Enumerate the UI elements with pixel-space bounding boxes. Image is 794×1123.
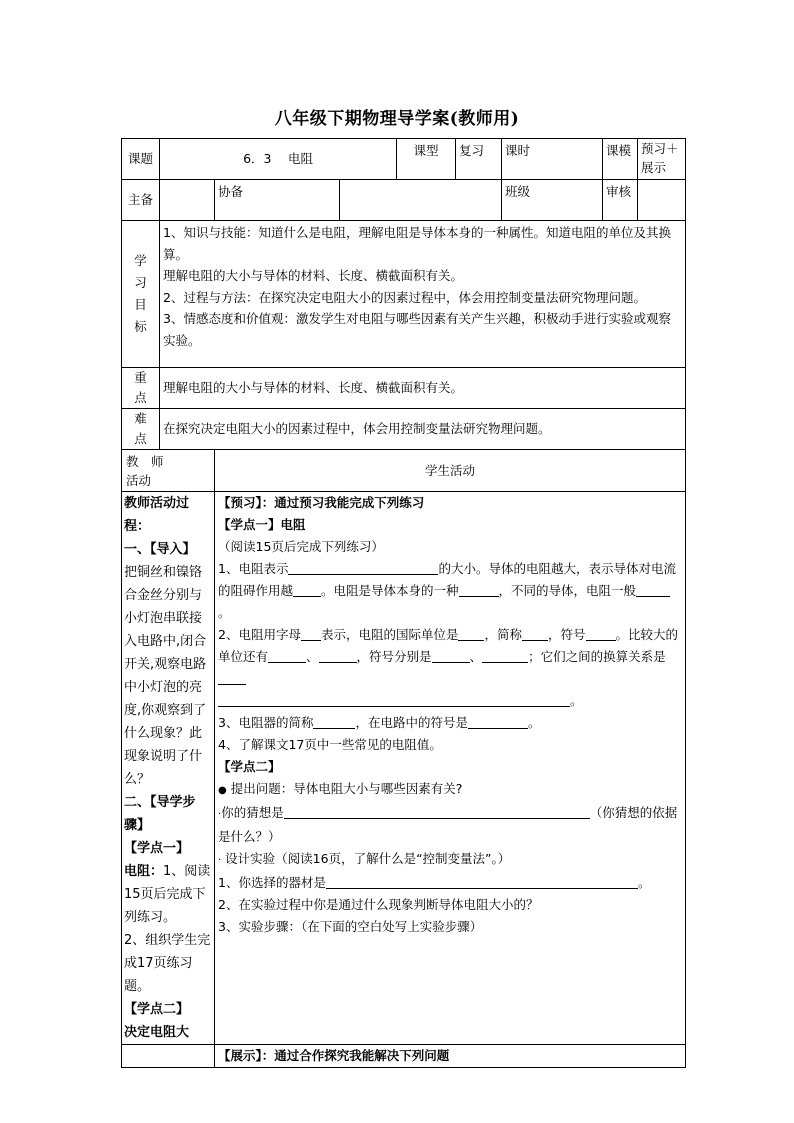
q2-text-h: 、 bbox=[469, 649, 483, 664]
q2-blank-6[interactable] bbox=[319, 648, 357, 663]
teacher-point2-heading: 【学点二】 bbox=[124, 1002, 190, 1017]
q3-text-b: ，在电路中的符号是 bbox=[355, 715, 468, 730]
q3-text-a: 3、电阻器的简称 bbox=[218, 715, 314, 730]
q1-blank-3[interactable] bbox=[459, 582, 499, 597]
experiment-2: 2、在实验过程中你是通过什么现象判断导体电阻大小的？ bbox=[218, 897, 539, 912]
q2-text-f: 、 bbox=[306, 649, 319, 664]
q3-blank-2[interactable] bbox=[468, 714, 528, 729]
teacher-resistance-label: 电阻： bbox=[124, 864, 164, 879]
page-title: 八年级下期物理导学案(教师用) bbox=[274, 109, 520, 129]
lesson-plan-table bbox=[121, 138, 686, 1068]
teacher-resistance-item bbox=[124, 860, 212, 929]
preview-heading: 【预习】：通过预习我能完成下列练习 bbox=[218, 495, 425, 510]
goal-line-2: 理解电阻的大小与导体的材料、长度、横截面积有关。 bbox=[163, 268, 464, 283]
raise-question-text: 提出问题：导体电阻大小与哪些因素有关? bbox=[230, 781, 463, 796]
key-point-text: 理解电阻的大小与导体的材料、长度、横截面积有关。 bbox=[160, 368, 686, 409]
goal-line-1: 1、知识与技能：知道什么是电阻，理解电阻是导体本身的一种属性。知道电阻的单位及其换算。 bbox=[163, 225, 671, 262]
assist-value bbox=[340, 180, 502, 221]
type-label: 课型 bbox=[397, 139, 456, 180]
experiment-1 bbox=[218, 872, 682, 894]
q2-blank-5[interactable] bbox=[268, 648, 306, 663]
e1-text-a: 1、你选择的器材是 bbox=[218, 875, 326, 890]
show-heading: 【展示】：通过合作探究我能解决下列问题 bbox=[215, 1045, 686, 1068]
question-4: 4、了解课文17页中一些常见的电阻值。 bbox=[218, 737, 442, 752]
raise-question bbox=[218, 778, 682, 802]
q1-text-d: ，不同的导体，电阻一般 bbox=[498, 583, 637, 598]
teacher-intro-text: 把铜丝和镍铬合金丝分别与小灯泡串联接入电路中,闭合开关,观察电路中小灯泡的亮度,你观察到了什么现象？此现象说明了什么？ bbox=[124, 565, 207, 787]
teacher-activity-header: 教 师 活动 bbox=[122, 450, 215, 492]
student-activity-column bbox=[215, 492, 686, 1045]
hours-label: 课时 bbox=[502, 139, 603, 180]
teacher-process-heading: 教师活动过程： bbox=[124, 496, 190, 534]
teacher-point1-heading: 【学点一】 bbox=[124, 841, 190, 856]
q2-text-e: 。比较大的单位还有 bbox=[218, 627, 679, 664]
teacher-steps-heading: 二、【导学步骤】 bbox=[124, 795, 196, 833]
e1-text-b: 。 bbox=[637, 875, 651, 890]
q2-blank-4[interactable] bbox=[586, 626, 616, 641]
design-text: 设计实验（阅读16页，了解什么是“控制变量法”。） bbox=[225, 851, 511, 866]
q2-blank-1[interactable] bbox=[301, 626, 321, 641]
question-1 bbox=[218, 558, 682, 624]
key-point-label: 重点 bbox=[122, 368, 160, 409]
q1-blank-2[interactable] bbox=[293, 582, 321, 597]
review-label: 审核 bbox=[603, 180, 638, 221]
q1-blank-4[interactable] bbox=[636, 582, 670, 597]
q2-blank-9[interactable] bbox=[218, 670, 246, 685]
teacher-read-instruction: 1、阅读15页后完成下列练习。 bbox=[124, 864, 211, 925]
teacher-intro-heading: 一、【导入】 bbox=[124, 542, 196, 557]
teacher-activity-column bbox=[122, 492, 215, 1045]
q1-text-a: 1、电阻表示 bbox=[218, 561, 289, 576]
lead-value bbox=[160, 180, 215, 221]
q2-text-d: ，符号 bbox=[548, 627, 586, 642]
guess-blank[interactable] bbox=[284, 804, 590, 819]
topic-label: 课题 bbox=[122, 139, 160, 180]
read-instruction: （阅读15页后完成下列练习） bbox=[218, 539, 384, 554]
q2-text-b: 表示，电阻的国际单位是 bbox=[320, 627, 459, 642]
guess-text-b: （你猜想的依据是什么？） bbox=[218, 805, 678, 844]
q2-blank-7[interactable] bbox=[432, 648, 470, 663]
q2-text-a: 2、电阻用字母 bbox=[218, 627, 301, 642]
difficulty-text: 在探究决定电阻大小的因素过程中，体会用控制变量法研究物理问题。 bbox=[160, 409, 686, 450]
type-value: 复习 bbox=[456, 139, 502, 180]
q1-text-b: 的大小。导体的电阻越大，表示导体对电流的阻碍作用越 bbox=[218, 561, 676, 598]
mode-label: 课模 bbox=[603, 139, 638, 180]
experiment-3: 3、实验步骤：（在下面的空白处写上实验步骤） bbox=[218, 919, 483, 934]
q2-blank-10[interactable] bbox=[218, 692, 570, 707]
q3-blank-1[interactable] bbox=[313, 714, 355, 729]
question-2 bbox=[218, 624, 682, 712]
class-label: 班级 bbox=[502, 180, 603, 221]
topic-value: 6．3 电阻 bbox=[160, 139, 397, 180]
q2-text-c: ，简称 bbox=[484, 627, 522, 642]
goals-content bbox=[160, 221, 686, 368]
q2-blank-2[interactable] bbox=[458, 626, 484, 641]
dot-bullet-icon: · bbox=[218, 855, 222, 866]
design-line bbox=[218, 848, 682, 872]
q2-blank-3[interactable] bbox=[522, 626, 548, 641]
teacher-exercise-instruction: 2、组织学生完成17页练习题。 bbox=[124, 933, 211, 994]
dot-bullet-icon: · bbox=[218, 809, 222, 820]
circle-bullet-icon: ● bbox=[218, 785, 227, 796]
q1-blank-1[interactable] bbox=[288, 560, 438, 575]
mode-value: 预习＋展示 bbox=[638, 139, 686, 180]
question-3 bbox=[218, 712, 682, 734]
goals-label: 学习目标 bbox=[122, 221, 160, 368]
q2-blank-8[interactable] bbox=[482, 648, 528, 663]
lead-label: 主备 bbox=[122, 180, 160, 221]
guess-line bbox=[218, 802, 682, 848]
point1-heading: 【学点一】电阻 bbox=[218, 517, 306, 532]
q2-text-j: 。 bbox=[570, 693, 583, 708]
q1-text-c: 。电阻是导体本身的一种 bbox=[321, 583, 459, 598]
difficulty-label: 难点 bbox=[122, 409, 160, 450]
goal-line-3: 2、过程与方法：在探究决定电阻大小的因素过程中，体会用控制变量法研究物理问题。 bbox=[163, 289, 646, 305]
q2-text-i: ；它们之间的换算关系是 bbox=[528, 649, 666, 664]
guess-text-a: 你的猜想是 bbox=[221, 805, 284, 820]
assist-label: 协备 bbox=[215, 180, 340, 221]
q1-text-e: 。 bbox=[218, 605, 231, 620]
teacher-point2-text: 决定电阻大 bbox=[124, 1025, 190, 1040]
teacher-continued bbox=[122, 1045, 215, 1068]
q2-text-g: ，符号分别是 bbox=[356, 649, 432, 664]
q3-text-c: 。 bbox=[527, 715, 541, 730]
goal-line-4: 3、情感态度和价值观：激发学生对电阻与哪些因素有关产生兴趣，积极动手进行实验或观察实验。 bbox=[163, 311, 671, 348]
point2-heading: 【学点二】 bbox=[218, 759, 281, 774]
e1-blank[interactable] bbox=[326, 874, 638, 889]
student-activity-header: 学生活动 bbox=[215, 450, 686, 492]
review-value bbox=[638, 180, 686, 221]
